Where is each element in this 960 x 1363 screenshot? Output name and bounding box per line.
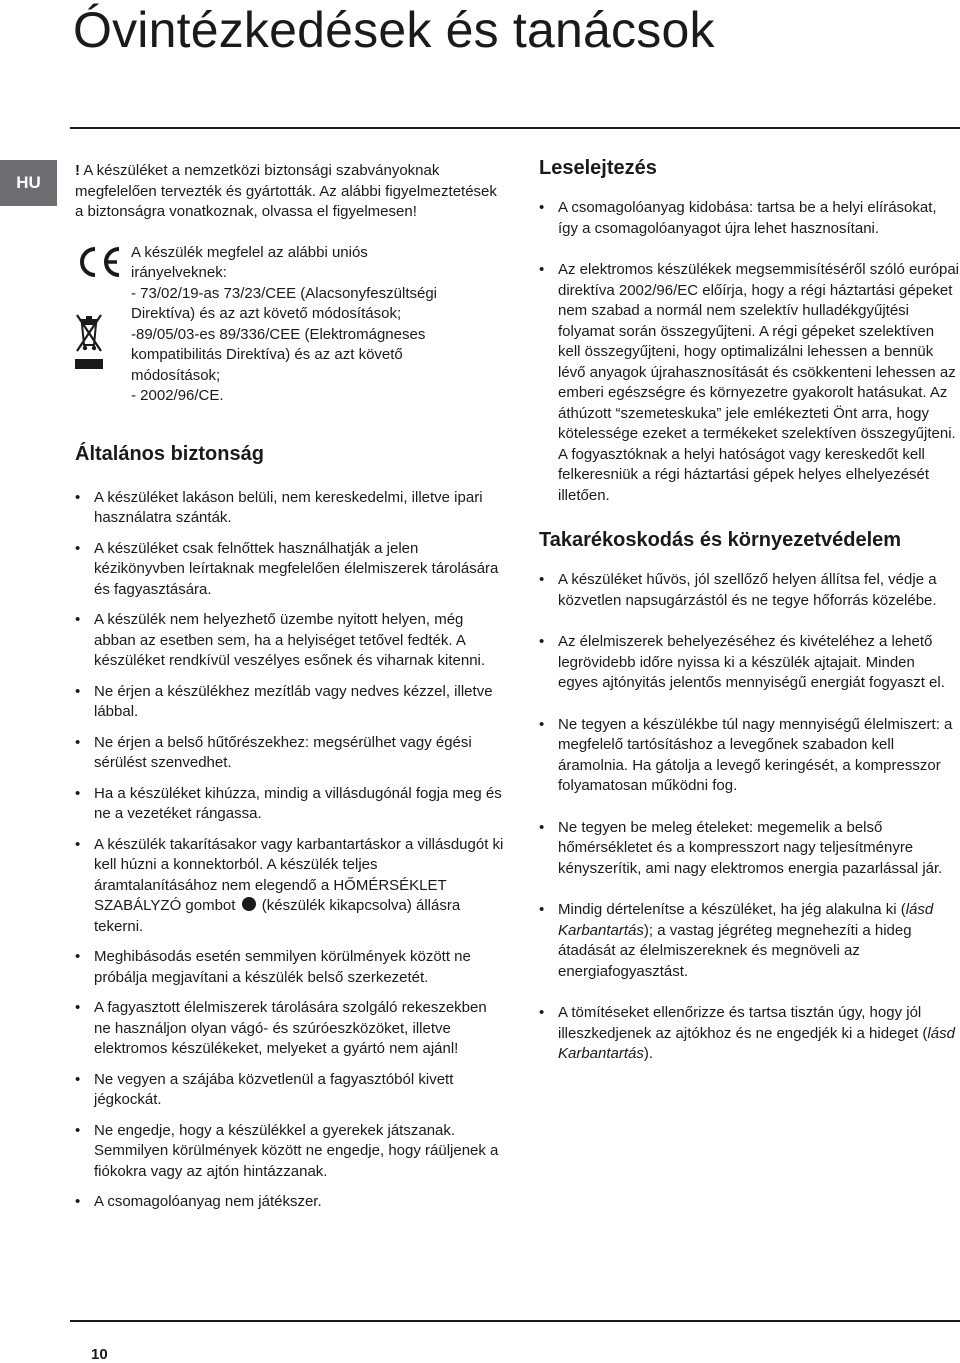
list-item: • Ne engedje, hogy a készülékkel a gyerekek játszanak. Semmilyen körülmények között ne engedje, hogy ráüljenek a fiókokra vagy az ajtón hintázzanak.	[75, 1121, 505, 1183]
general-safety-heading: Általános biztonság	[75, 442, 264, 465]
list-item: • Ne vegyen a szájába közvetlenül a fagyasztóból kivett jégkockát.	[75, 1070, 505, 1111]
disposal-heading: Leselejtezés	[539, 157, 657, 179]
right-column	[539, 155, 959, 1086]
maintenance-reference: lásd Karbantartás	[558, 901, 934, 939]
intro-paragraph: ! A készüléket a nemzetközi biztonsági szabványoknak megfelelően tervezték és gyártották. Az alábbi figyelmeztetések a biztonságra vonatkoznak, olvassa el figyelmesen!	[75, 162, 497, 220]
compliance-text: A készülék megfelel az alábbi uniós irányelveknek: - 73/02/19-as 73/23/CEE (Alacsonyfeszültségi Direktíva) és az azt követő módosítások; -89/05/03-es 89/336/CEE (Elektromágneses kompatibilitás Direktíva) és az azt követő módosítások; - 2002/96/CE.	[131, 243, 437, 404]
list-item: • A készülék nem helyezhető üzembe nyitott helyen, még abban az esetben sem, ha a helyiséget tetővel fedték. A készüléket rendkívül veszélyes esőnek és viharnak kitenni.	[75, 610, 505, 672]
list-item: • A tömítéseket ellenőrizze és tartsa tisztán úgy, hogy jól illeszkedjenek az ajtókhoz és ne engedjék ki a hideget (lásd Karbantartás).	[539, 1003, 959, 1065]
maintenance-reference: lásd Karbantartás	[558, 1024, 955, 1062]
compliance-block	[75, 243, 505, 405]
weee-bin-icon	[75, 309, 103, 373]
ce-mark-icon	[75, 245, 123, 279]
disposal-list	[539, 198, 959, 506]
list-item: • Ne érjen a készülékhez mezítláb vagy nedves kézzel, illetve lábbal.	[75, 682, 505, 723]
list-item: • A csomagolóanyag nem játékszer.	[75, 1192, 505, 1213]
page-number: 10	[91, 1346, 108, 1363]
page-title: Óvintézkedések és tanácsok	[73, 2, 715, 58]
list-item: • Ha a készüléket kihúzza, mindig a villásdugónál fogja meg és ne a vezetéket rángassa.	[75, 784, 505, 825]
list-item: • Ne érjen a belső hűtőrészekhez: megsérülhet vagy égési sérülést szenvedhet.	[75, 733, 505, 774]
list-item: • A csomagolóanyag kidobása: tartsa be a helyi elírásokat, így a csomagolóanyagot újra lehet hasznosítani.	[539, 198, 959, 239]
list-item: • A készüléket hűvös, jól szellőző helyen állítsa fel, védje a közvetlen napsugárzástól és ne tegye hőforrás közelébe.	[539, 570, 959, 611]
list-item: • A készüléket csak felnőttek használhatják a jelen kézikönyvben leírtaknak megfelelően élelmiszerek tárolására és fagyasztására.	[75, 539, 505, 601]
list-item: • Az elektromos készülékek megsemmisítéséről szóló európai direktíva 2002/96/EC előírja, hogy a régi háztartási gépeket nem szabad a normál nem szelektív hulladékgyűjtési folyamat során összegyűjteni. A régi gépeket szelektíven kell összegyűjteni, hogy optimalizálni lehessen a bennük lévő anyagok újrahasznosítását és csökkenteni lehessen az emberi egészségre és környezetre gyakorolt hatásukat. Az áthúzott “szemeteskuka” jele emlékezteti Önt arra, hogy kötelessége ezeket a termékeket szelektíven összegyűjteni. A fogyasztóknak a helyi hatóságot vagy kereskedőt kell felkeresniük a régi háztartási gépek helyes elhelyezését illetően.	[539, 260, 959, 506]
energy-saving-list	[539, 570, 959, 1065]
energy-saving-heading: Takarékoskodás és környezetvédelem	[539, 529, 902, 551]
list-item: • A készüléket lakáson belüli, nem kereskedelmi, illetve ipari használatra szánták.	[75, 488, 505, 529]
list-item: • Meghibásodás esetén semmilyen körülmények között ne próbálja megjavítani a készülék belső szerkezetét.	[75, 947, 505, 988]
list-item: • Az élelmiszerek behelyezéséhez és kivételéhez a lehető legrövidebb időre nyissa ki a készülék ajtajait. Minden egyes ajtónyitás jelentős mennyiségű energiát fogyaszt el.	[539, 632, 959, 694]
warning-mark: !	[75, 162, 80, 179]
thermostat-knob-icon	[242, 897, 256, 911]
list-item: • A fagyasztott élelmiszerek tárolására szolgáló rekeszekben ne használjon olyan vágó- és szúróeszközöket, illetve elektromos készülékeket, melyeket a gyártó nem ajánl!	[75, 998, 505, 1060]
language-tab: HU	[0, 160, 57, 206]
list-item: • Ne tegyen be meleg ételeket: megemelik a belső hőmérsékletet és a kompresszort nagy teljesítményre kényszerítik, ami nagy elektromos energia pazarlással jár.	[539, 818, 959, 880]
list-item: • Mindig dértelenítse a készüléket, ha jég alakulna ki (lásd Karbantartás); a vastag jégréteg megnehezíti a hideg átadását az élelmiszereknek és megnöveli az energiafogyasztást.	[539, 900, 959, 982]
left-column	[75, 161, 505, 1223]
list-item: • Ne tegyen a készülékbe túl nagy mennyiségű élelmiszert: a megfelelő tartósításhoz a levegőnek szabadon kell áramolnia. Ha gátolja a levegő keringését, a kompresszor folyamatosan működni fog.	[539, 715, 959, 797]
list-item: • A készülék takarításakor vagy karbantartáskor a villásdugót ki kell húzni a konnektorból. A készülék teljes áramtalanításához nem elegendő a HŐMÉRSÉKLET SZABÁLYZÓ gombot (készülék kikapcsolva) állásra tekerni.	[75, 835, 505, 938]
footer-rule	[70, 1320, 960, 1322]
general-safety-list	[75, 488, 505, 1213]
header-rule	[70, 127, 960, 129]
